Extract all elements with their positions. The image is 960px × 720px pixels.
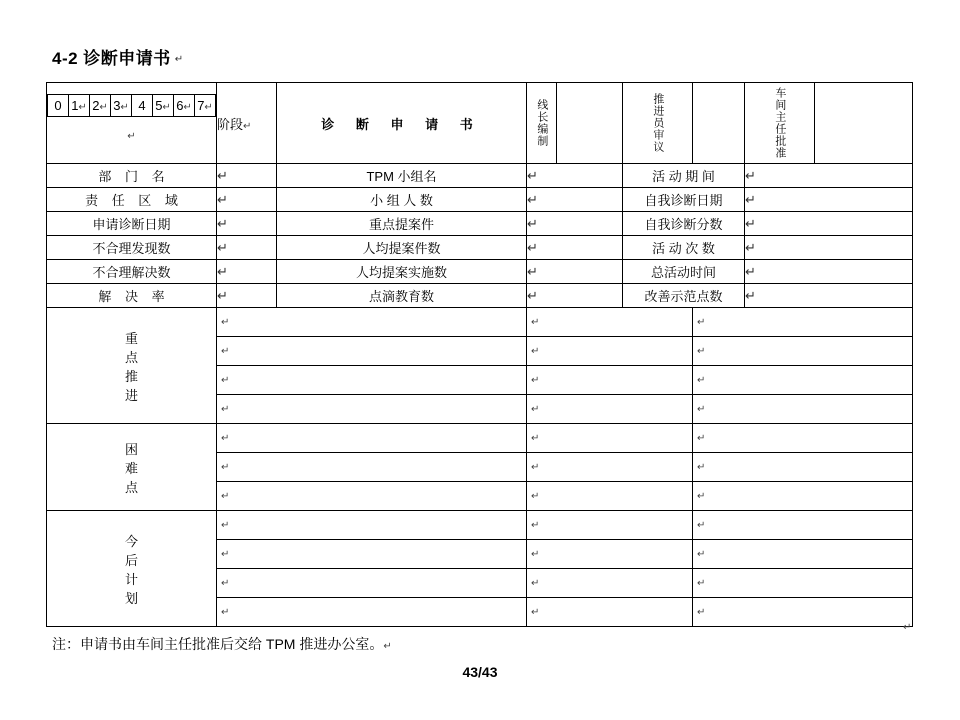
paragraph-mark-icon: ↵ xyxy=(174,54,184,66)
paragraph-mark-icon: ↵ xyxy=(204,101,213,113)
section-cell[interactable] xyxy=(217,424,527,453)
phase-number-cell xyxy=(48,94,69,116)
paragraph-mark-icon: ↵ xyxy=(531,374,540,386)
column-promoter xyxy=(623,83,693,164)
column-line-leader-inner xyxy=(527,84,556,162)
footer-note xyxy=(52,634,392,654)
paragraph-mark-icon: ↵ xyxy=(221,606,230,618)
section-cell[interactable] xyxy=(217,540,527,569)
section-cell[interactable] xyxy=(217,482,527,511)
phase-number-cell xyxy=(111,94,132,116)
section-cell[interactable] xyxy=(693,482,913,511)
paragraph-mark-icon: ↵ xyxy=(531,577,540,589)
field-label-responsible-area: 责 任 区 域 xyxy=(47,188,217,212)
paragraph-mark-icon: ↵ xyxy=(531,403,540,415)
paragraph-mark-icon: ↵ xyxy=(221,403,230,415)
phase-number-cell xyxy=(153,94,174,116)
field-value-department: ↵ xyxy=(217,164,277,188)
section-label-char: 后 xyxy=(124,552,138,568)
phase-number-label: 6 xyxy=(176,97,184,113)
field-value-issues-found: ↵ xyxy=(217,236,277,260)
section-cell[interactable] xyxy=(527,453,693,482)
phase-label-cell xyxy=(217,83,277,164)
paragraph-mark-icon: ↵ xyxy=(697,519,706,531)
phase-number-label: 7 xyxy=(197,97,205,113)
column-promoter-inner xyxy=(623,84,692,162)
section-cell[interactable] xyxy=(693,424,913,453)
paragraph-mark-icon: ↵ xyxy=(221,461,230,473)
section-cell[interactable] xyxy=(527,482,693,511)
phase-number-row xyxy=(48,94,216,116)
phase-number-table xyxy=(47,94,216,153)
paragraph-mark-icon: ↵ xyxy=(531,316,540,328)
phase-number-label: 5 xyxy=(155,97,163,113)
field-value-total-activity-time: ↵ xyxy=(745,260,913,284)
column-line-leader xyxy=(527,83,557,164)
section-cell[interactable] xyxy=(527,395,693,424)
phase-number-label: 4 xyxy=(138,97,146,113)
section-label-char: 计 xyxy=(124,571,138,587)
section-cell[interactable] xyxy=(693,511,913,540)
paragraph-mark-icon: ↵ xyxy=(531,606,540,618)
field-label-activity-period: 活 动 期 间 xyxy=(623,164,745,188)
title-band-row xyxy=(47,83,913,164)
field-label-total-activity-time: 总活动时间 xyxy=(623,260,745,284)
column-workshop-chief-signature xyxy=(815,83,913,164)
column-workshop-chief-label: 车间主任批准 xyxy=(773,87,786,159)
phase-label: 阶段 xyxy=(217,116,244,132)
paragraph-mark-icon: ↵ xyxy=(221,577,230,589)
field-label-tpm-group-name: TPM 小组名 xyxy=(277,164,527,188)
section-label-char: 推 xyxy=(124,368,138,384)
section-cell[interactable] xyxy=(217,598,527,627)
phase-number-label: 0 xyxy=(54,97,62,113)
phase-number-label: 2 xyxy=(92,97,100,113)
field-label-department: 部 门 名 xyxy=(47,164,217,188)
field-label-key-proposals: 重点提案件 xyxy=(277,212,527,236)
page-title-text: 4-2 诊断申请书 xyxy=(52,49,171,68)
field-label-issues-found: 不合理发现数 xyxy=(47,236,217,260)
section-label-future-plan xyxy=(47,511,217,627)
section-cell[interactable] xyxy=(527,540,693,569)
field-label-model-points: 改善示范点数 xyxy=(623,284,745,308)
field-value-implemented-per-person: ↵ xyxy=(527,260,623,284)
paragraph-mark-icon: ↵ xyxy=(697,432,706,444)
section-label-char: 难 xyxy=(124,460,138,476)
section-cell[interactable] xyxy=(693,598,913,627)
field-row xyxy=(47,164,913,188)
paragraph-mark-icon: ↵ xyxy=(120,101,129,113)
section-cell[interactable] xyxy=(527,424,693,453)
paragraph-mark-icon: ↵ xyxy=(697,606,706,618)
form-table xyxy=(46,82,913,627)
section-cell[interactable] xyxy=(693,569,913,598)
paragraph-mark-icon: ↵ xyxy=(78,101,87,113)
field-value-model-points: ↵ xyxy=(745,284,913,308)
column-workshop-chief-inner xyxy=(745,84,814,162)
paragraph-mark-icon: ↵ xyxy=(99,101,108,113)
section-cell[interactable] xyxy=(217,569,527,598)
field-value-issues-solved: ↵ xyxy=(217,260,277,284)
paragraph-mark-icon: ↵ xyxy=(697,577,706,589)
paragraph-mark-icon: ↵ xyxy=(243,120,252,132)
paragraph-mark-icon: ↵ xyxy=(697,345,706,357)
paragraph-mark-icon: ↵ xyxy=(162,101,171,113)
field-value-application-date: ↵ xyxy=(217,212,277,236)
paragraph-mark-icon: ↵ xyxy=(221,345,230,357)
field-value-group-size: ↵ xyxy=(527,188,623,212)
phase-number-cell xyxy=(132,94,153,116)
paragraph-mark-icon: ↵ xyxy=(221,316,230,328)
section-label-key-promotion xyxy=(47,308,217,424)
paragraph-mark-icon: ↵ xyxy=(383,641,392,652)
paragraph-mark-icon: ↵ xyxy=(127,131,136,142)
field-label-group-size: 小 组 人 数 xyxy=(277,188,527,212)
paragraph-mark-icon: ↵ xyxy=(531,461,540,473)
section-cell[interactable] xyxy=(527,337,693,366)
section-cell[interactable] xyxy=(527,366,693,395)
field-label-proposals-per-person: 人均提案件数 xyxy=(277,236,527,260)
section-label-char: 重 xyxy=(124,330,138,346)
paragraph-mark-icon: ↵ xyxy=(697,548,706,560)
section-label-char: 划 xyxy=(124,590,138,606)
column-line-leader-label: 线长编制 xyxy=(535,99,548,147)
diagnosis-application-form xyxy=(46,82,912,627)
field-label-point-education: 点滴教育数 xyxy=(277,284,527,308)
section-label-char: 点 xyxy=(124,349,138,365)
field-value-activity-count: ↵ xyxy=(745,236,913,260)
section-cell[interactable] xyxy=(217,366,527,395)
paragraph-mark-icon: ↵ xyxy=(697,374,706,386)
form-main-title: 诊 断 申 请 书 xyxy=(277,83,527,164)
section-label-char: 点 xyxy=(124,479,138,495)
paragraph-mark-icon: ↵ xyxy=(531,432,540,444)
section-label-char: 进 xyxy=(124,387,138,403)
field-label-self-diagnosis-score: 自我诊断分数 xyxy=(623,212,745,236)
paragraph-mark-icon: ↵ xyxy=(531,345,540,357)
field-value-activity-period: ↵ xyxy=(745,164,913,188)
field-label-solution-rate: 解 决 率 xyxy=(47,284,217,308)
paragraph-mark-icon: ↵ xyxy=(221,548,230,560)
section-cell[interactable] xyxy=(217,453,527,482)
field-label-implemented-per-person: 人均提案实施数 xyxy=(277,260,527,284)
phase-number-spacer-row xyxy=(48,116,216,153)
footer-note-text: 注：申请书由车间主任批准后交给 TPM 推进办公室。 xyxy=(52,636,384,652)
paragraph-mark-icon: ↵ xyxy=(531,490,540,502)
field-row xyxy=(47,260,913,284)
phase-number-cell xyxy=(69,94,90,116)
section-label-char: 今 xyxy=(124,533,138,549)
page-title xyxy=(52,44,184,69)
section-cell[interactable] xyxy=(217,308,527,337)
field-label-application-date: 申请诊断日期 xyxy=(47,212,217,236)
section-cell[interactable] xyxy=(527,569,693,598)
section-difficulties-row xyxy=(47,424,913,453)
phase-number-label: 3 xyxy=(113,97,121,113)
phase-number-cell xyxy=(90,94,111,116)
section-cell[interactable] xyxy=(693,540,913,569)
field-value-proposals-per-person: ↵ xyxy=(527,236,623,260)
field-value-responsible-area: ↵ xyxy=(217,188,277,212)
section-cell[interactable] xyxy=(527,598,693,627)
field-row xyxy=(47,236,913,260)
field-row xyxy=(47,212,913,236)
field-value-self-diagnosis-date: ↵ xyxy=(745,188,913,212)
page-number: 43/43 xyxy=(462,664,498,680)
section-label-char: 困 xyxy=(124,441,138,457)
section-cell[interactable] xyxy=(217,395,527,424)
field-row xyxy=(47,188,913,212)
section-future-plan-row xyxy=(47,511,913,540)
field-label-self-diagnosis-date: 自我诊断日期 xyxy=(623,188,745,212)
column-line-leader-signature xyxy=(557,83,623,164)
phase-number-box xyxy=(47,83,217,164)
section-cell[interactable] xyxy=(693,395,913,424)
section-cell[interactable] xyxy=(693,366,913,395)
phase-number-label: 1 xyxy=(71,97,79,113)
field-label-activity-count: 活 动 次 数 xyxy=(623,236,745,260)
section-cell[interactable] xyxy=(693,308,913,337)
phase-number-spacer-cell xyxy=(48,116,216,153)
paragraph-mark-icon: ↵ xyxy=(697,316,706,328)
section-cell[interactable] xyxy=(527,308,693,337)
paragraph-mark-icon: ↵ xyxy=(697,403,706,415)
paragraph-mark-icon: ↵ xyxy=(221,519,230,531)
column-promoter-label: 推进员审议 xyxy=(651,93,664,153)
field-value-self-diagnosis-score: ↵ xyxy=(745,212,913,236)
field-label-issues-solved: 不合理解决数 xyxy=(47,260,217,284)
section-cell[interactable] xyxy=(527,511,693,540)
corner-paragraph-mark-icon: ↵ xyxy=(903,622,912,633)
field-row xyxy=(47,284,913,308)
paragraph-mark-icon: ↵ xyxy=(697,490,706,502)
phase-number-cell xyxy=(195,94,216,116)
section-cell[interactable] xyxy=(693,337,913,366)
field-value-point-education: ↵ xyxy=(527,284,623,308)
phase-number-cell xyxy=(174,94,195,116)
column-promoter-signature xyxy=(693,83,745,164)
column-workshop-chief xyxy=(745,83,815,164)
section-cell[interactable] xyxy=(693,453,913,482)
field-value-key-proposals: ↵ xyxy=(527,212,623,236)
paragraph-mark-icon: ↵ xyxy=(221,490,230,502)
paragraph-mark-icon: ↵ xyxy=(221,432,230,444)
section-cell[interactable] xyxy=(217,511,527,540)
field-value-tpm-group-name: ↵ xyxy=(527,164,623,188)
section-cell[interactable] xyxy=(217,337,527,366)
paragraph-mark-icon: ↵ xyxy=(221,374,230,386)
section-label-difficulties xyxy=(47,424,217,511)
paragraph-mark-icon: ↵ xyxy=(183,101,192,113)
paragraph-mark-icon: ↵ xyxy=(531,519,540,531)
field-value-solution-rate: ↵ xyxy=(217,284,277,308)
section-key-promotion-row xyxy=(47,308,913,337)
paragraph-mark-icon: ↵ xyxy=(531,548,540,560)
paragraph-mark-icon: ↵ xyxy=(697,461,706,473)
